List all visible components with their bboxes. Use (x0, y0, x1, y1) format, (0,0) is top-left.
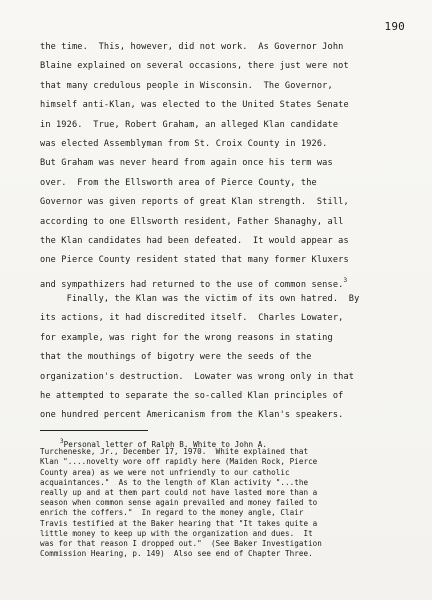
text-line: he attempted to separate the so-called Klan principles of (40, 391, 344, 402)
footnote-line: Commission Hearing, p. 149) Also see end of Chapter Three. (40, 549, 313, 559)
footnote-divider (40, 430, 148, 431)
footnote-line: season when common sense again prevailed and money failed to (40, 498, 318, 508)
text-line: Blaine explained on several occasions, there just were not (40, 61, 349, 72)
footnote-reference: 3 (343, 276, 348, 284)
text-line-content: and sympathizers had returned to the use of common sense. (40, 279, 344, 290)
footnote-line: Klan "....novelty wore off rapidly here (Maiden Rock, Pierce (40, 457, 318, 467)
footnote-line: little money to keep up with the organization and dues. It (40, 528, 313, 538)
page-number: 190 (384, 20, 405, 33)
footnote-line-content: Personal letter of Ralph B. White to John A. (63, 440, 268, 449)
main-text (40, 38, 400, 426)
text-line: the time. This, however, did not work. As Governor John (40, 42, 344, 52)
footnote-line: enrich the coffers." In regard to the money angle, Clair (40, 508, 304, 518)
text-line: one Pierce County resident stated that many former Kluxers (40, 255, 349, 266)
text-line: over. From the Ellsworth area of Pierce County, the (40, 177, 317, 188)
footnote-marker: 3 (60, 438, 64, 445)
text-line (40, 271, 400, 290)
text-line: the Klan candidates had been defeated. It would appear as (40, 235, 349, 246)
footnote-line (40, 437, 412, 447)
footnote-line: Travis testified at the Baker hearing that "It takes quite a (40, 518, 318, 528)
text-line: But Graham was never heard from again once his term was (40, 158, 333, 169)
text-line: in 1926. True, Robert Graham, an alleged Klan candidate (40, 119, 339, 130)
footnote-line: Turcheneske, Jr., December 17, 1970. White explained that (40, 447, 309, 457)
footnote-line: was for that reason I dropped out." (See Baker Investigation (40, 538, 322, 548)
text-line: for example, was right for the wrong reasons in stating (40, 332, 333, 343)
text-line: Governor was given reports of great Klan strength. Still, (40, 197, 349, 208)
text-line: organization's destruction. Lowater was wrong only in that (40, 371, 355, 382)
footnote-line: really up and at them part could not have lasted more than a (40, 487, 318, 497)
text-line: according to one Ellsworth resident, Father Shanaghy, all (40, 216, 344, 227)
text-line: that the mouthings of bigotry were the seeds of the (40, 352, 312, 363)
text-line: Finally, the Klan was the victim of its own hatred. By (40, 294, 360, 305)
footnote-line: County area) as we were not unfriendly to our catholic (40, 467, 290, 477)
text-line: that many credulous people in Wisconsin. The Governor, (40, 80, 333, 91)
text-line: one hundred percent Americanism from the Klan's speakers. (40, 410, 344, 421)
text-line: was elected Assemblyman from St. Croix County in 1926. (40, 138, 328, 149)
text-line: its actions, it had discredited itself. Charles Lowater, (40, 313, 344, 324)
footnote-line: acquaintances." As to the length of Klan activity "...the (40, 477, 309, 487)
footnote (40, 437, 412, 559)
text-line: himself anti-Klan, was elected to the United States Senate (40, 100, 349, 111)
